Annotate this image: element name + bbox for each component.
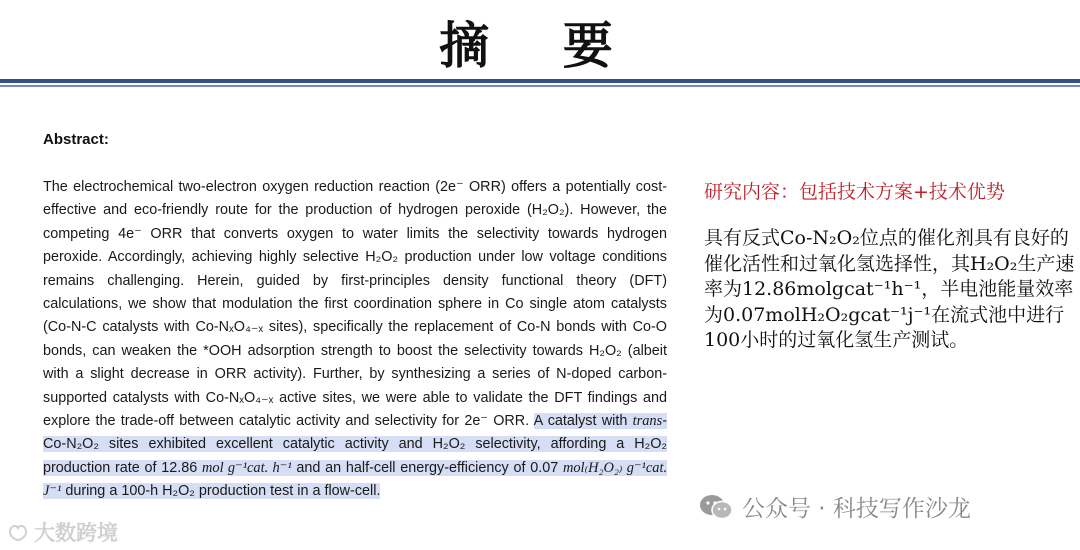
corner-watermark-text: 大数跨境 (34, 521, 118, 545)
research-content-body: 具有反式Co-N₂O₂位点的催化剂具有良好的催化活性和过氧化氢选择性，其H₂O₂生产速率为12.86molgcat⁻¹h⁻¹，半电池能量效率为0.07molH₂O₂gcat⁻¹j⁻¹在流式池中进行100小时的过氧化氢生产测试。 (704, 227, 1075, 351)
watermark-text: 公众号 · 科技写作沙龙 (742, 496, 971, 522)
hl-unit-1: mol g⁻¹cat. h⁻¹ (201, 459, 292, 476)
title-divider (0, 79, 1080, 83)
title-divider-thin (0, 85, 1080, 87)
research-content-heading: 研究内容：包括技术方案+技术优势 (704, 181, 1005, 203)
hl-trans-italic: trans (632, 413, 663, 430)
abstract-body (43, 176, 667, 504)
hl-text-1: A catalyst with (533, 413, 628, 430)
hl-text-3: and an half-cell energy-efficiency of 0.07 (296, 459, 559, 476)
corner-watermark (6, 517, 118, 547)
wechat-watermark (698, 490, 971, 523)
corner-logo-icon (6, 522, 30, 542)
abstract-text: The electrochemical two-electron oxygen reduction reaction (2e⁻ ORR) offers a potentially cost-effective and eco-friendly route for the production of hydrogen peroxide (H₂O₂). However, the competing 4e⁻ ORR that converts oxygen to water limits the selectivity towards hydrogen peroxide. Accordingly, achieving highly selective H₂O₂ production under low voltage conditions remains challenging. Herein, guided by first-principles density functional theory (DFT) calculations, we show that modulation the first coordination sphere in Co single atom catalysts (Co-N-C catalysts with Co-NₓO₄₋ₓ sites), specifically the replacement of Co-N bonds with Co-O bonds, can weaken the *OOH adsorption strength to boost the selectivity towards H₂O₂ (albeit with a slight decrease in ORR activity). Further, by synthesizing a series of N-doped carbon-supported catalysts with Co-NₓO₄₋ₓ active sites, we were able to validate the DFT findings and explore the trade-off between catalytic activity and selectivity for 2e⁻ ORR. (43, 179, 667, 430)
abstract-heading: Abstract: (43, 131, 109, 148)
slide-title: 摘 要 (439, 16, 641, 75)
hl-text-2: -Co-N₂O₂ sites exhibited excellent catalytic activity and H₂O₂ selectivity, affording a H₂O₂ production rate of 12.86 (43, 413, 667, 476)
hl-text-4: during a 100-h H₂O₂ production test in a flow-cell. (65, 483, 381, 500)
hl-unit-2: mol₍H₂O₂₎ g⁻¹cat. J⁻¹ (43, 459, 668, 500)
abstract-paragraph (43, 176, 667, 504)
wechat-icon (698, 493, 734, 521)
